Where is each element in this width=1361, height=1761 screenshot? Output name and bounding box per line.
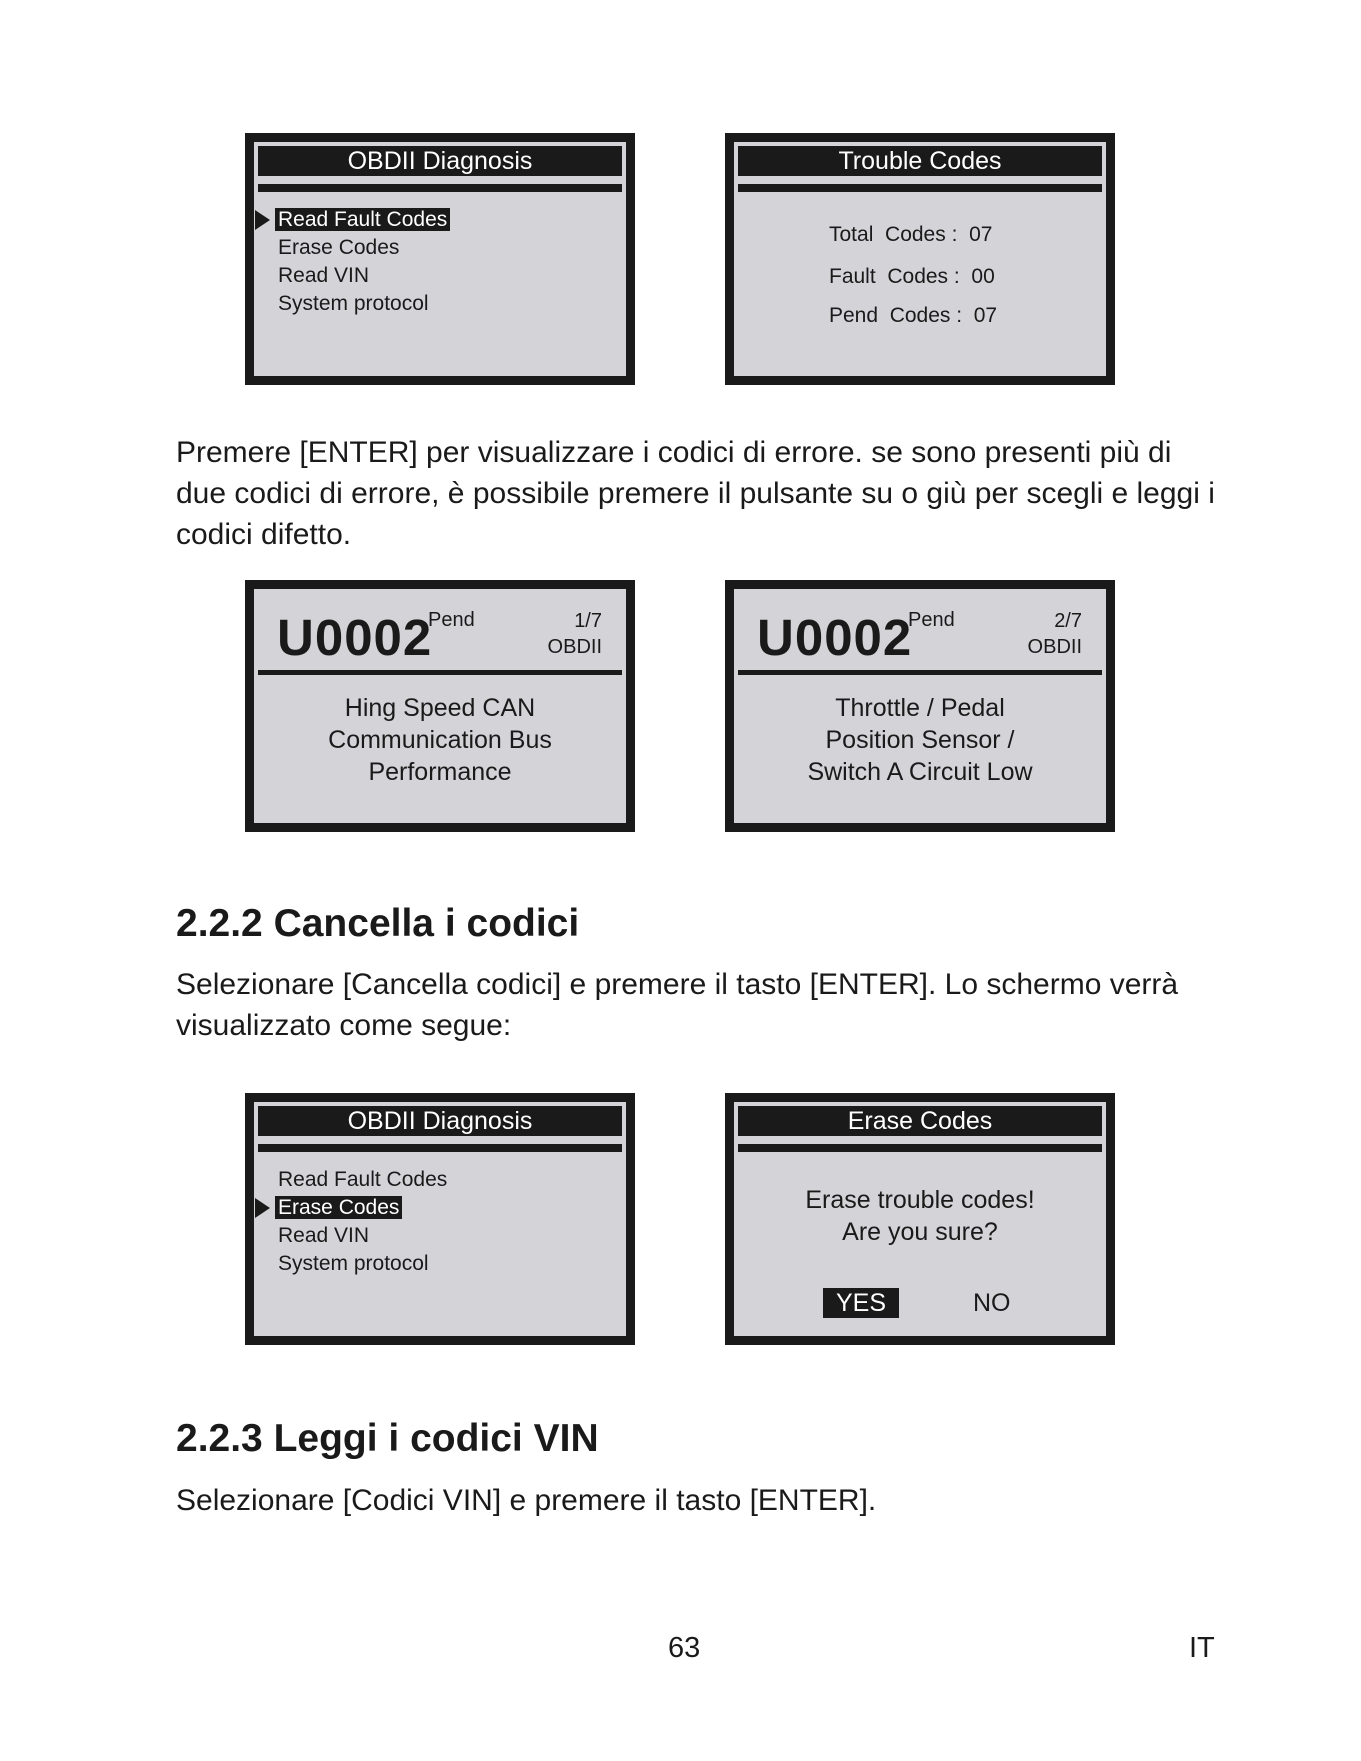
fault-code: U0002 xyxy=(277,609,433,666)
section-heading-read-vin: 2.2.3 Leggi i codici VIN xyxy=(176,1417,599,1460)
language-code: IT xyxy=(1189,1632,1215,1664)
title-divider xyxy=(258,1144,622,1152)
screen-title: Trouble Codes xyxy=(738,146,1102,176)
fault-codes-value: Fault Codes : 00 xyxy=(829,265,995,288)
menu-item-read-fault-codes[interactable]: Read Fault Codes xyxy=(278,1168,448,1191)
description-line: Position Sensor / xyxy=(825,726,1015,754)
pend-codes-value: Pend Codes : 07 xyxy=(829,304,998,327)
menu-item-system-protocol[interactable]: System protocol xyxy=(278,1252,429,1275)
paragraph-read-codes: Premere [ENTER] per visualizzare i codici di errore. se sono presenti più di due codici di errore, è possibile premere il pulsante su o giù per scegli e leggi i codici difetto. xyxy=(176,436,1215,551)
trouble-codes-screen xyxy=(725,133,1115,385)
screen-title: OBDII Diagnosis xyxy=(258,146,622,176)
menu-item-read-vin[interactable]: Read VIN xyxy=(278,264,370,287)
code-description xyxy=(734,692,1106,788)
code-divider xyxy=(258,670,622,675)
description-line: Switch A Circuit Low xyxy=(807,758,1033,786)
description-line: Hing Speed CAN xyxy=(344,694,536,722)
selection-arrow-icon xyxy=(255,210,270,230)
description-line: Performance xyxy=(368,758,512,786)
screen-title: Erase Codes xyxy=(738,1106,1102,1136)
no-button[interactable]: NO xyxy=(973,1289,1011,1317)
total-codes-value: Total Codes : 07 xyxy=(829,223,993,246)
code-divider xyxy=(738,670,1102,675)
confirm-line: Erase trouble codes! xyxy=(805,1186,1035,1214)
protocol-label: OBDII xyxy=(547,636,602,658)
selection-arrow-icon xyxy=(255,1198,270,1218)
fault-code-screen-1 xyxy=(245,580,635,832)
code-counter: 1/7 xyxy=(574,610,602,632)
code-counter: 2/7 xyxy=(1054,610,1082,632)
paragraph-read-vin: Selezionare [Codici VIN] e premere il tasto [ENTER]. xyxy=(176,1484,877,1517)
diagnosis-menu xyxy=(275,206,450,318)
confirm-line: Are you sure? xyxy=(842,1218,998,1246)
menu-item-system-protocol[interactable]: System protocol xyxy=(278,292,429,315)
code-status: Pend xyxy=(908,609,955,631)
obd-diagnosis-screen-erase xyxy=(245,1093,635,1345)
code-status: Pend xyxy=(428,609,475,631)
erase-codes-screen xyxy=(725,1093,1115,1345)
menu-item-erase-codes[interactable]: Erase Codes xyxy=(275,1194,450,1222)
menu-item-read-vin[interactable]: Read VIN xyxy=(278,1224,370,1247)
fault-code: U0002 xyxy=(757,609,913,666)
title-divider xyxy=(738,1144,1102,1152)
confirm-message xyxy=(734,1184,1106,1248)
paragraph-erase-codes: Selezionare [Cancella codici] e premere il tasto [ENTER]. Lo schermo verrà visualizzato come segue: xyxy=(176,968,1179,1042)
fault-code-screen-2 xyxy=(725,580,1115,832)
menu-item-read-fault-codes[interactable]: Read Fault Codes xyxy=(275,206,450,234)
yes-button[interactable]: YES xyxy=(823,1288,899,1318)
diagnosis-menu xyxy=(275,1166,450,1278)
page-number: 63 xyxy=(668,1632,701,1664)
description-line: Throttle / Pedal xyxy=(835,694,1005,722)
obd-diagnosis-screen xyxy=(245,133,635,385)
description-line: Communication Bus xyxy=(328,726,552,754)
title-divider xyxy=(258,184,622,192)
protocol-label: OBDII xyxy=(1027,636,1082,658)
section-heading-erase-codes: 2.2.2 Cancella i codici xyxy=(176,902,580,945)
menu-item-erase-codes[interactable]: Erase Codes xyxy=(278,236,400,259)
screen-title: OBDII Diagnosis xyxy=(258,1106,622,1136)
code-description xyxy=(254,692,626,788)
title-divider xyxy=(738,184,1102,192)
